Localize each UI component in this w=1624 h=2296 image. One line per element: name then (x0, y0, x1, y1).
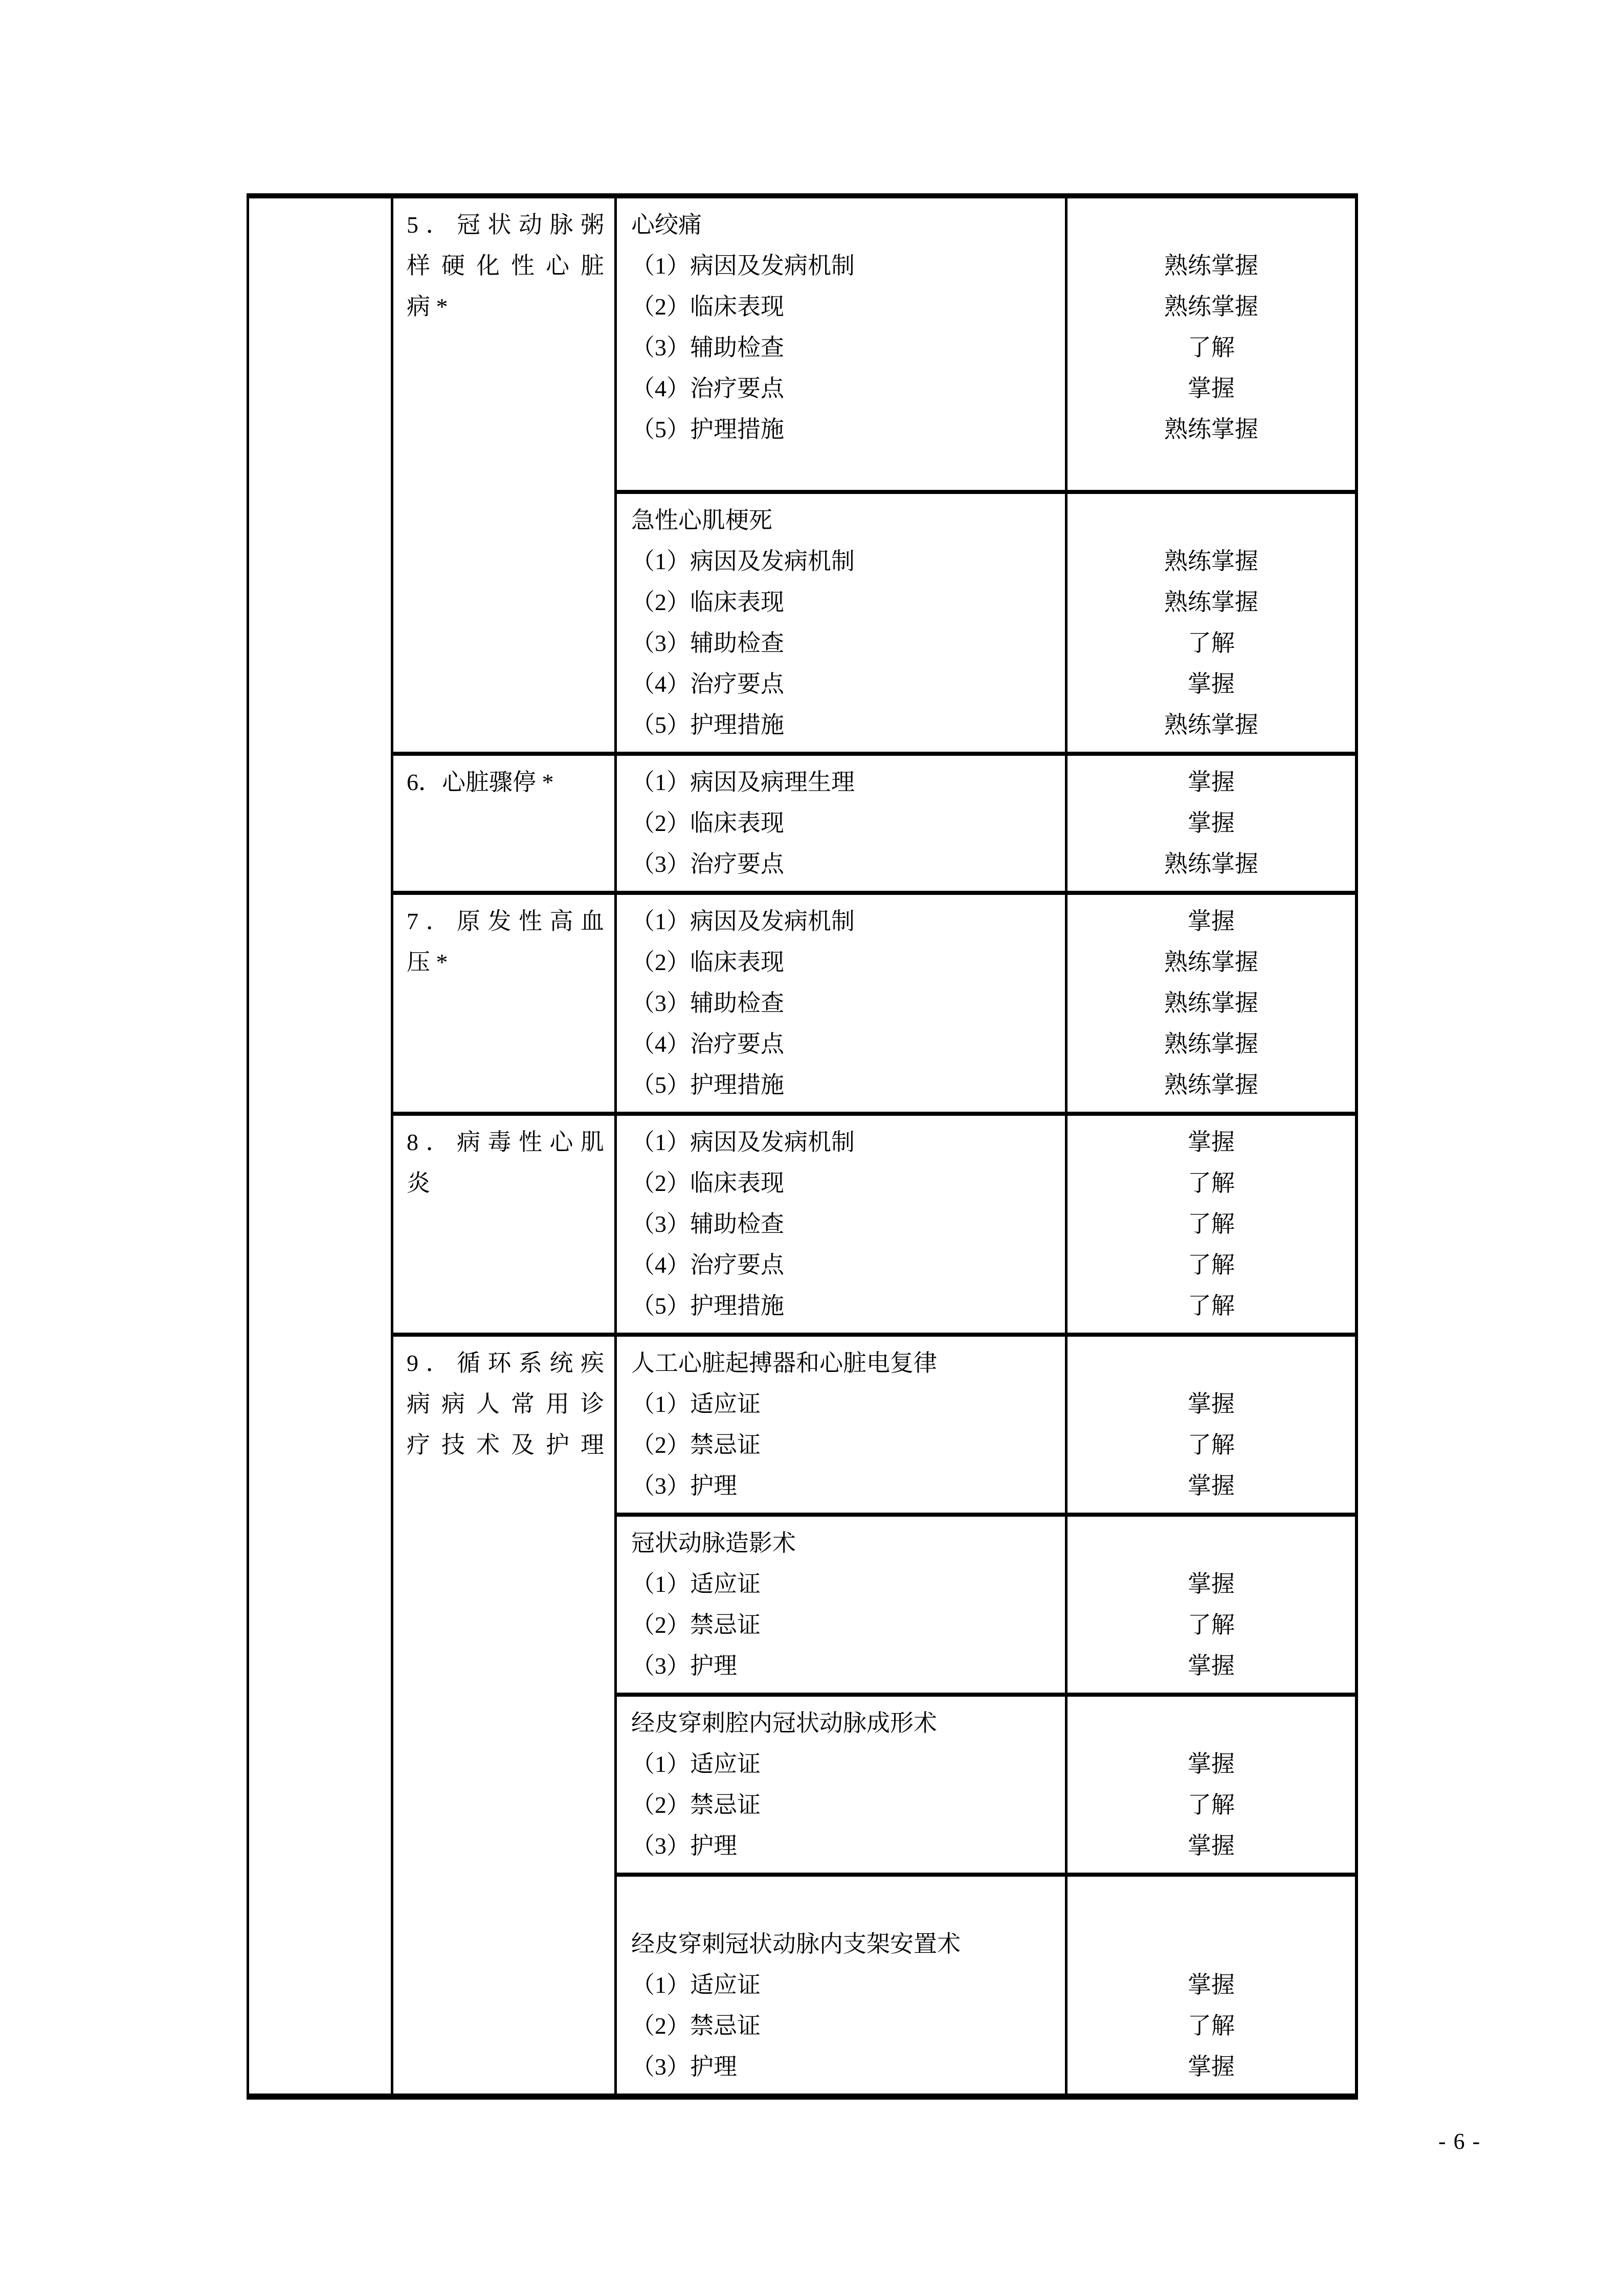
point-line: （3）护理 (631, 1473, 737, 1499)
requirement-line: 掌握 (1188, 375, 1235, 401)
requirement-line: 熟练掌握 (1164, 1031, 1258, 1057)
point-group-title: 急性心肌梗死 (631, 507, 772, 533)
requirement-line: 熟练掌握 (1164, 253, 1258, 279)
point-line: （2）临床表现 (631, 294, 784, 320)
requirement-lines (1067, 494, 1355, 752)
item-cell (393, 1337, 617, 2094)
requirement-line: 了解 (1188, 1293, 1235, 1319)
points-cell (617, 756, 1355, 891)
requirement-line: 了解 (1188, 1792, 1235, 1818)
requirement-lines (1067, 198, 1355, 490)
blank-line (1067, 500, 1355, 541)
table-row (393, 756, 1355, 895)
point-lines (617, 1116, 1067, 1333)
table-main (393, 198, 1355, 2094)
item-cell-line: 压 * (407, 949, 448, 975)
point-lines (617, 198, 1067, 490)
requirement-line: 掌握 (1188, 1653, 1235, 1679)
points-cell (617, 895, 1355, 1112)
point-block (617, 1116, 1355, 1333)
point-line: （4）治疗要点 (631, 375, 784, 401)
point-line: （2）禁忌证 (631, 2013, 761, 2039)
requirement-lines (1067, 756, 1355, 891)
point-lines (617, 1337, 1067, 1513)
table-row (393, 1337, 1355, 2094)
point-lines (617, 756, 1067, 891)
point-line: （5）护理措施 (631, 712, 784, 738)
item-cell-line: 7．原发性高血 (407, 908, 604, 934)
requirement-line: 了解 (1188, 1211, 1235, 1237)
unit-column-empty-cell (249, 198, 393, 2094)
item-cell-line: 病 * (407, 294, 448, 320)
point-block (617, 1877, 1355, 2094)
point-block (617, 756, 1355, 891)
point-line: （3）辅助检查 (631, 990, 784, 1016)
syllabus-table (247, 193, 1358, 2100)
point-line: （3）治疗要点 (631, 851, 784, 877)
point-group-title: 经皮穿刺冠状动脉内支架安置术 (631, 1931, 961, 1957)
requirement-line: 熟练掌握 (1164, 294, 1258, 320)
points-cell (617, 1337, 1355, 2094)
requirement-lines (1067, 1877, 1355, 2094)
point-block (617, 1517, 1355, 1697)
requirement-line: 熟练掌握 (1164, 949, 1258, 975)
point-block (617, 494, 1355, 752)
item-cell-line: 炎 (407, 1170, 430, 1196)
item-cell-line: 5．冠状动脉粥 (407, 212, 604, 238)
point-line: （2）临床表现 (631, 1170, 784, 1196)
requirement-line: 掌握 (1188, 1391, 1235, 1417)
requirement-line: 掌握 (1188, 1751, 1235, 1777)
points-cell (617, 198, 1355, 752)
point-line: （2）临床表现 (631, 589, 784, 615)
point-block (617, 1697, 1355, 1877)
point-lines (617, 1517, 1067, 1693)
point-line: （4）治疗要点 (631, 1252, 784, 1278)
requirement-line: 了解 (1188, 1170, 1235, 1196)
point-line: （3）辅助检查 (631, 334, 784, 361)
point-lines (617, 1877, 1067, 2094)
blank-line (1067, 1883, 1355, 1924)
point-line: （3）护理 (631, 1653, 737, 1679)
item-cell-line: 病病人常用诊 (407, 1391, 604, 1417)
point-line: （5）护理措施 (631, 416, 784, 442)
table-row (393, 198, 1355, 756)
point-line: （3）护理 (631, 2054, 737, 2080)
page-number: - 6 - (1438, 2129, 1481, 2154)
requirement-lines (1067, 1517, 1355, 1693)
requirement-line: 熟练掌握 (1164, 416, 1258, 442)
point-line: （4）治疗要点 (631, 671, 784, 697)
requirement-line: 熟练掌握 (1164, 548, 1258, 574)
points-cell (617, 1116, 1355, 1333)
blank-line (1067, 1703, 1355, 1744)
requirement-line: 了解 (1188, 1252, 1235, 1278)
point-line: （3）护理 (631, 1833, 737, 1859)
point-line: （2）禁忌证 (631, 1612, 761, 1638)
point-group-title: 冠状动脉造影术 (631, 1530, 796, 1556)
point-lines (617, 895, 1067, 1112)
blank-line (1067, 1924, 1355, 1965)
requirement-line: 掌握 (1188, 1473, 1235, 1499)
requirement-line: 熟练掌握 (1164, 712, 1258, 738)
requirement-line: 掌握 (1188, 2054, 1235, 2080)
requirement-line: 熟练掌握 (1164, 589, 1258, 615)
item-cell (393, 1116, 617, 1333)
point-line: （3）辅助检查 (631, 630, 784, 656)
item-cell-line: 6．心脏骤停 * (407, 769, 554, 795)
point-line: （2）临床表现 (631, 949, 784, 975)
blank-line (617, 1883, 1065, 1924)
item-cell-line: 样硬化性心脏 (407, 253, 604, 279)
requirement-line: 熟练掌握 (1164, 851, 1258, 877)
item-cell-line: 8．病毒性心肌 (407, 1129, 604, 1155)
point-lines (617, 494, 1067, 752)
requirement-line: 熟练掌握 (1164, 1072, 1258, 1098)
blank-line (1067, 205, 1355, 245)
point-group-title: 心绞痛 (631, 212, 702, 238)
requirement-line: 掌握 (1188, 908, 1235, 934)
requirement-lines (1067, 895, 1355, 1112)
requirement-line: 熟练掌握 (1164, 990, 1258, 1016)
requirement-line: 掌握 (1188, 769, 1235, 795)
blank-line (1067, 1343, 1355, 1384)
point-line: （1）适应证 (631, 1571, 761, 1597)
requirement-line: 了解 (1188, 1612, 1235, 1638)
requirement-lines (1067, 1337, 1355, 1513)
point-lines (617, 1697, 1067, 1873)
point-line: （3）辅助检查 (631, 1211, 784, 1237)
point-line: （1）病因及发病机制 (631, 908, 855, 934)
point-line: （2）禁忌证 (631, 1792, 761, 1818)
table-row (393, 895, 1355, 1116)
requirement-lines (1067, 1697, 1355, 1873)
point-line: （5）护理措施 (631, 1293, 784, 1319)
requirement-line: 掌握 (1188, 1129, 1235, 1155)
requirement-line: 掌握 (1188, 810, 1235, 836)
table-row (393, 1116, 1355, 1337)
point-group-title: 人工心脏起搏器和心脏电复律 (631, 1350, 937, 1376)
point-block (617, 1337, 1355, 1517)
requirement-line: 掌握 (1188, 1972, 1235, 1998)
requirement-line: 了解 (1188, 1432, 1235, 1458)
item-cell (393, 198, 617, 752)
item-cell (393, 895, 617, 1112)
item-cell (393, 756, 617, 891)
requirement-line: 了解 (1188, 2013, 1235, 2039)
requirement-line: 掌握 (1188, 1833, 1235, 1859)
point-line: （1）病因及发病机制 (631, 548, 855, 574)
requirement-line: 了解 (1188, 630, 1235, 656)
point-line: （5）护理措施 (631, 1072, 784, 1098)
requirement-line: 了解 (1188, 334, 1235, 361)
point-line: （2）临床表现 (631, 810, 784, 836)
item-cell-line: 疗技术及护理 (407, 1432, 604, 1458)
point-line: （1）病因及病理生理 (631, 769, 855, 795)
point-line: （1）适应证 (631, 1391, 761, 1417)
point-line: （4）治疗要点 (631, 1031, 784, 1057)
point-line: （2）禁忌证 (631, 1432, 761, 1458)
requirement-line: 掌握 (1188, 671, 1235, 697)
item-cell-line: 9．循环系统疾 (407, 1350, 604, 1376)
point-line: （1）适应证 (631, 1972, 761, 1998)
blank-line (1067, 1523, 1355, 1564)
point-block (617, 895, 1355, 1112)
point-block (617, 198, 1355, 494)
requirement-lines (1067, 1116, 1355, 1333)
point-line: （1）病因及发病机制 (631, 1129, 855, 1155)
point-group-title: 经皮穿刺腔内冠状动脉成形术 (631, 1710, 937, 1736)
point-line: （1）适应证 (631, 1751, 761, 1777)
point-line: （1）病因及发病机制 (631, 253, 855, 279)
requirement-line: 掌握 (1188, 1571, 1235, 1597)
